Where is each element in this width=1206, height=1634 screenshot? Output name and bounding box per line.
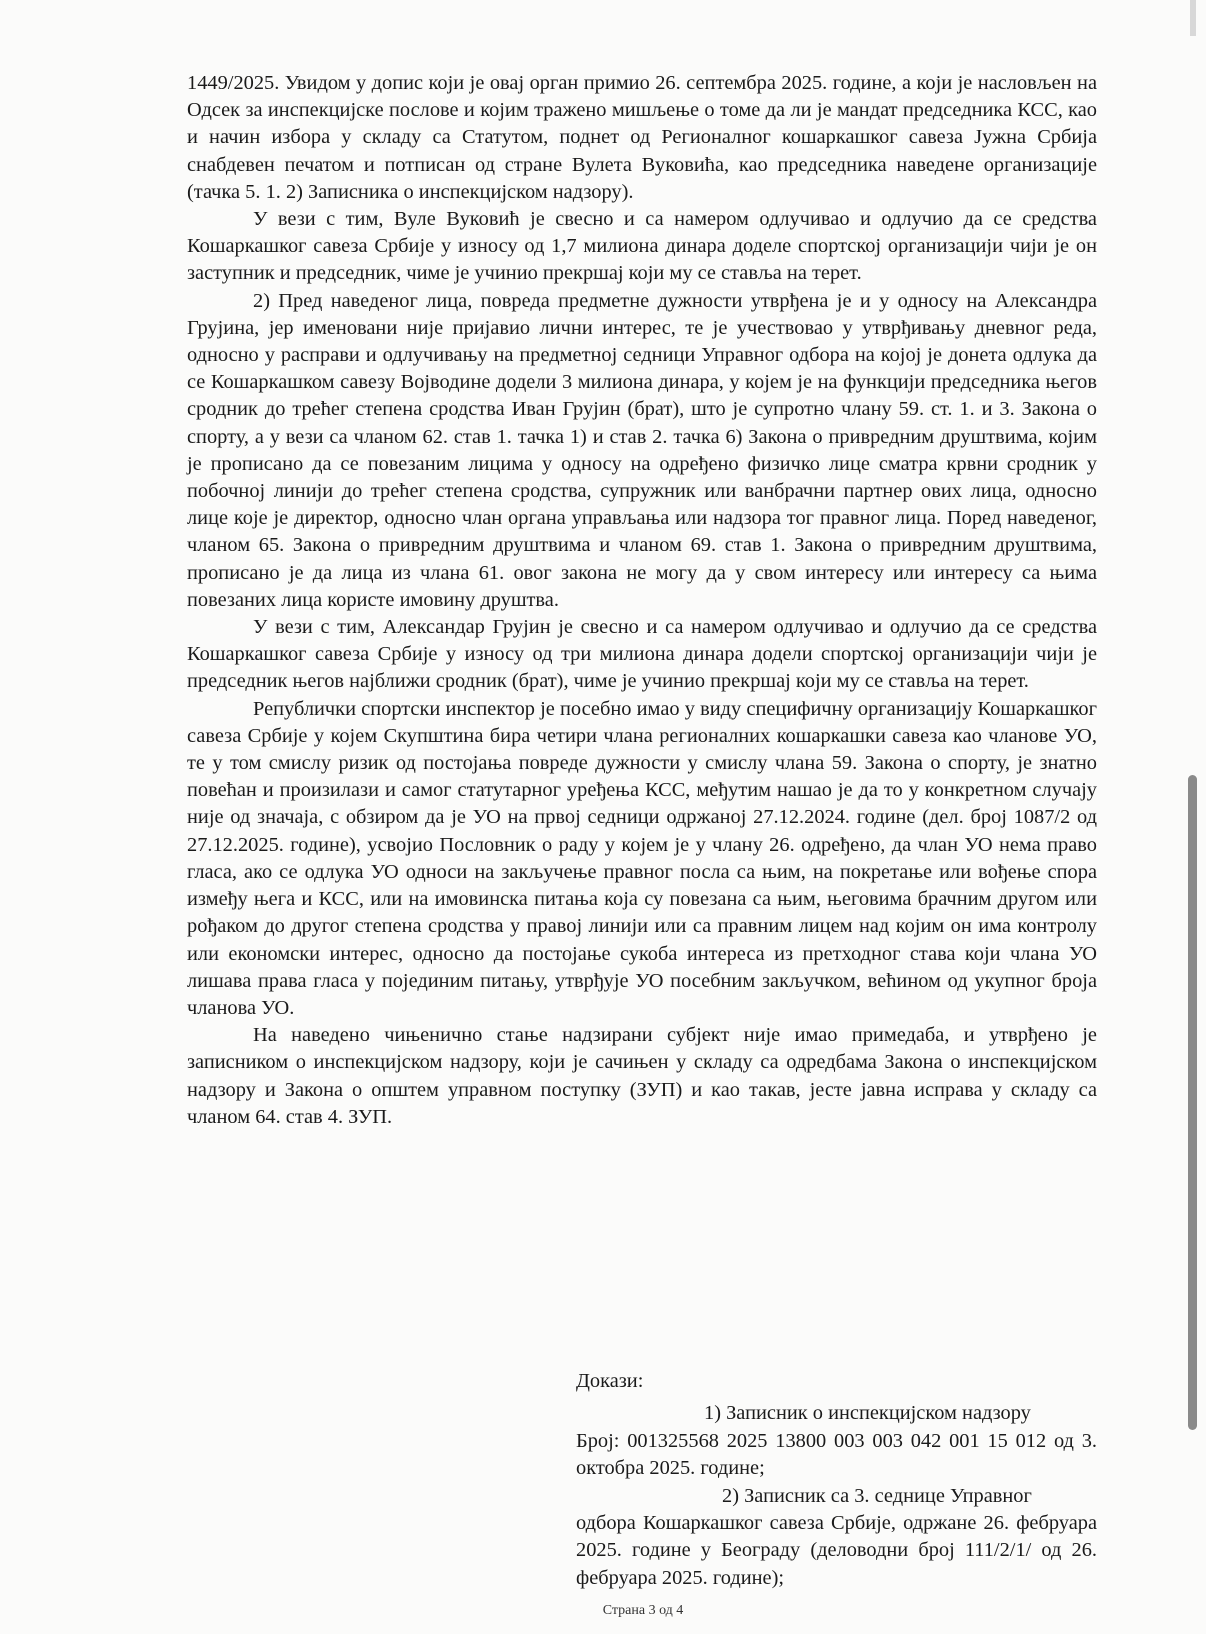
paragraph-4: У вези с тим, Александар Грујин је свесно и са намером одлучивао и одлучио да се средства Кошаркашког савеза Србије у износу од три милиона динара додели спортској организацији чији је председник његов најближи сродник (брат), чиме је учинио прекршај који му се ставља на терет.: [187, 616, 1097, 693]
evidence-item-2-title: 2) Записник са 3. седнице Управног: [722, 1484, 1032, 1507]
evidence-item-1-body: Број: 001325568 2025 13800 003 003 042 001 15 012 од 3. октобра 2025. године;: [576, 1429, 1097, 1480]
paragraph-2: У вези с тим, Вуле Вуковић је свесно и са намером одлучивао и одлучио да се средства Кошаркашког савеза Србије у износу од 1,7 милиона динара доделе спортској организацији чији је он заступник и председник, чиме је учинио прекршај који му се ставља на терет.: [187, 208, 1097, 285]
page-footer: Страна 3 од 4: [602, 1603, 684, 1618]
scrollbar[interactable]: [1188, 775, 1197, 1430]
evidence-item-2-body: одбора Кошаркашког савеза Србије, одржане 26. фебруара 2025. године у Београду (деловодни број 111/2/1/ од 26. фебруара 2025. године);: [576, 1512, 1097, 1589]
paragraph-6: На наведено чињенично стање надзирани субјект није имао примедаба, и утврђено је записником о инспекцијском надзору, који је сачињен у складу са одредбама Закона о инспекцијском надзору и Закона о општем управном поступку (ЗУП) и као такав, јесте јавна исправа у складу са чланом 64. став 4. ЗУП.: [187, 1024, 1097, 1128]
evidence-heading: Докази:: [576, 1370, 644, 1392]
paragraph-1: 1449/2025. Увидом у допис који је овај орган примио 26. септембра 2025. године, а који је насловљен на Одсек за инспекцијске послове и којим тражено мишљење о томе да ли је мандат председника КСС, као и начин избора у складу са Статутом, поднет од Регионалног кошаркашког савеза Јужна Србија снабдевен печатом и потписан од стране Вулета Вуковића, као председника наведене организације (тачка 5. 1. 2) Записника о инспекцијском надзору).: [187, 72, 1097, 203]
paragraph-3: 2) Пред наведеног лица, повреда предметне дужности утврђена је и у односу на Александра Грујина, јер именовани није пријавио лични интерес, те је учествовао у утврђивању дневног реда, односно у расправи и одлучивању на предметној седници Управног одбора на којој је донета одлука да се Кошаркашком савезу Војводине додели 3 милиона динара, у којем је на функцији председника његов сродник до трећег степена сродства Иван Грујин (брат), што је супротно члану 59. ст. 1. и 3. Закона о спорту, а у вези са чланом 62. став 1. тачка 1) и став 2. тачка 6) Закона о привредним друштвима, којим је прописано да се повезаним лицима у односу на одређено физичко лице сматра крвни сродник у побочној линији до трећег степена сродства, супружник или ванбрачни партнер ових лица, односно лице које је директор, односно члан органа управљања или надзора тог правног лица. Поред наведеног, чланом 65. Закона о привредним друштвима и чланом 69. став 1. Закона о привредним друштвима, прописано је да лица из члана 61. овог закона не могу да у свом интересу или интересу са њима повезаних лица користе имовину друштва.: [187, 289, 1097, 611]
evidence-section: [576, 1368, 1097, 1592]
page-edge: [1190, 0, 1196, 36]
paragraph-5: Републички спортски инспектор је посебно имао у виду специфичну организацију Кошаркашког савеза Србије у којем Скупштина бира четири члана регионалних кошаркашки савеза као чланове УО, те у том смислу ризик од постојања повреде дужности у смислу члана 59. Закона о спорту, је знатно повећан и произилази и самог статутарног уређења КСС, међутим нашао је да то у конкретном случају није од значаја, с обзиром да је УО на првој седници одржаној 27.12.2024. године (дел. број 1087/2 од 27.12.2025. године), усвојио Пословник о раду у којем је у члану 26. одређено, да члан УО нема право гласа, ако се одлука УО односи на закључење правног посла са њим, на покретање или вођење спора између њега и КСС, или на имовинска питања која су повезана са њим, његовима брачним другом или рођаком до другог степена сродства у правој линији или са правним лицем над којим он има контролу или економски интерес, односно да постојање сукоба интереса из претходног става који члана УО лишава права гласа у појединим питању, утврђује УО посебним закључком, већином од укупног броја чланова УО.: [187, 697, 1097, 1019]
evidence-item-1-title: 1) Записник о инспекцијском надзору: [704, 1402, 1031, 1425]
document-body: [187, 70, 1097, 1131]
